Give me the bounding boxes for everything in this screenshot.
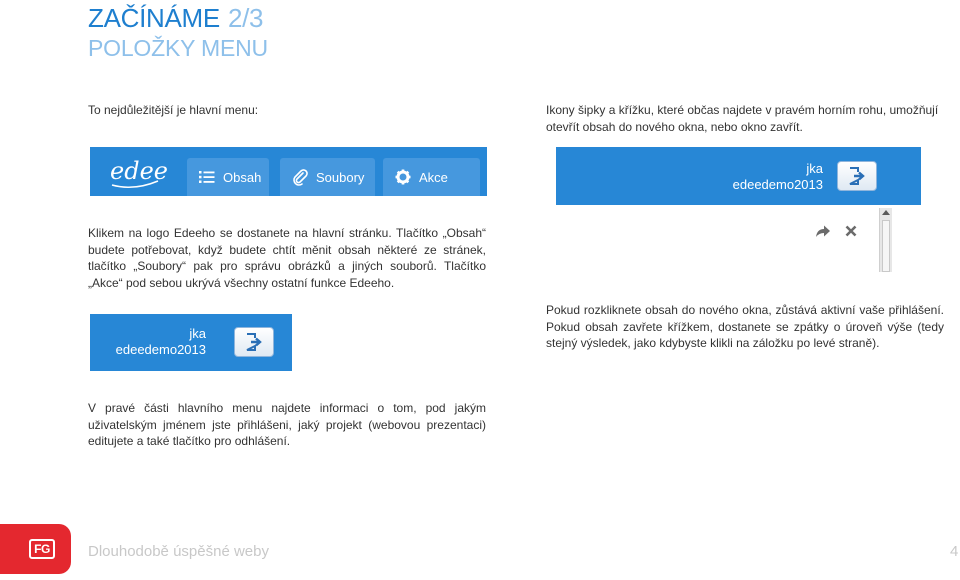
close-x-icon[interactable] — [845, 225, 857, 237]
menu-button-content-label: Obsah — [223, 169, 262, 185]
main-menu-screenshot — [90, 147, 487, 196]
page-subtitle: POLOŽKY MENU — [88, 35, 268, 61]
user-project: edeedemo2013 — [115, 342, 206, 357]
user-info — [116, 326, 206, 358]
share-arrow-icon[interactable] — [815, 224, 831, 238]
user-info-large — [733, 161, 823, 193]
icons-description: Ikony šipky a křížku, které občas najdete v pravém horním rohu, umožňují otevřít obsah do nového okna, nebo okno zavřít. — [546, 103, 939, 134]
user-block-screenshot — [90, 314, 292, 371]
scroll-up-arrow-icon[interactable] — [882, 210, 890, 215]
intro-text: To nejdůležitější je hlavní menu: — [88, 103, 259, 117]
user-project-large: edeedemo2013 — [732, 177, 823, 192]
paperclip-icon — [292, 169, 308, 185]
user-description: V pravé části hlavního menu najdete informaci o tom, pod jakým uživatelským jménem jste přihlášeni, jaký projekt (webovou prezentaci) editujete a také tlačítko pro odhlášení. — [88, 401, 486, 448]
title-text: ZAČÍNÁME — [88, 3, 220, 33]
logout-door-icon — [847, 167, 867, 185]
fg-logo — [0, 524, 71, 574]
svg-text:edee: edee — [110, 157, 168, 185]
menu-button-actions[interactable] — [383, 158, 480, 196]
window-icons — [815, 224, 857, 238]
scrollbar-thumb[interactable] — [882, 220, 890, 272]
page-title — [88, 2, 263, 34]
user-name-large: jka — [806, 161, 823, 176]
edee-logo[interactable] — [108, 151, 168, 191]
login-description: Pokud rozkliknete obsah do nového okna, zůstává aktivní vaše přihlášení. Pokud obsah zavřete křížkem, dostanete se zpátky o úroveň výše (tedy stejný výsledek, jako kdybyste klikli na záložku po levé straně). — [546, 303, 944, 350]
logout-button[interactable] — [234, 327, 274, 357]
menu-button-files-label: Soubory — [316, 169, 365, 185]
logout-button-large[interactable] — [837, 161, 877, 191]
page-number: 4 — [950, 543, 959, 560]
menu-button-content[interactable] — [187, 158, 269, 196]
user-name: jka — [189, 326, 206, 341]
fg-logo-text: FG — [29, 539, 55, 559]
menu-button-actions-label: Akce — [419, 169, 448, 185]
list-icon — [199, 170, 215, 184]
logout-door-icon — [244, 333, 264, 351]
menu-button-files[interactable] — [280, 158, 375, 196]
footer-tagline: Dlouhodobě úspěšné weby — [88, 543, 269, 560]
gear-icon — [395, 169, 411, 185]
menu-right-screenshot — [556, 147, 921, 205]
title-page: 2/3 — [227, 3, 264, 33]
menu-description: Klikem na logo Edeeho se dostanete na hlavní stránku. Tlačítko „Obsah“ budete potřebovat, když budete chtít měnit obsah některé ze stránek, tlačítko „Soubory“ pak pro správu obrázků a jiných souborů. Tlačítko „Akce“ pod sebou ukrývá všechny ostatní funkce Edeeho. — [88, 226, 486, 290]
scrollbar[interactable] — [879, 208, 892, 272]
